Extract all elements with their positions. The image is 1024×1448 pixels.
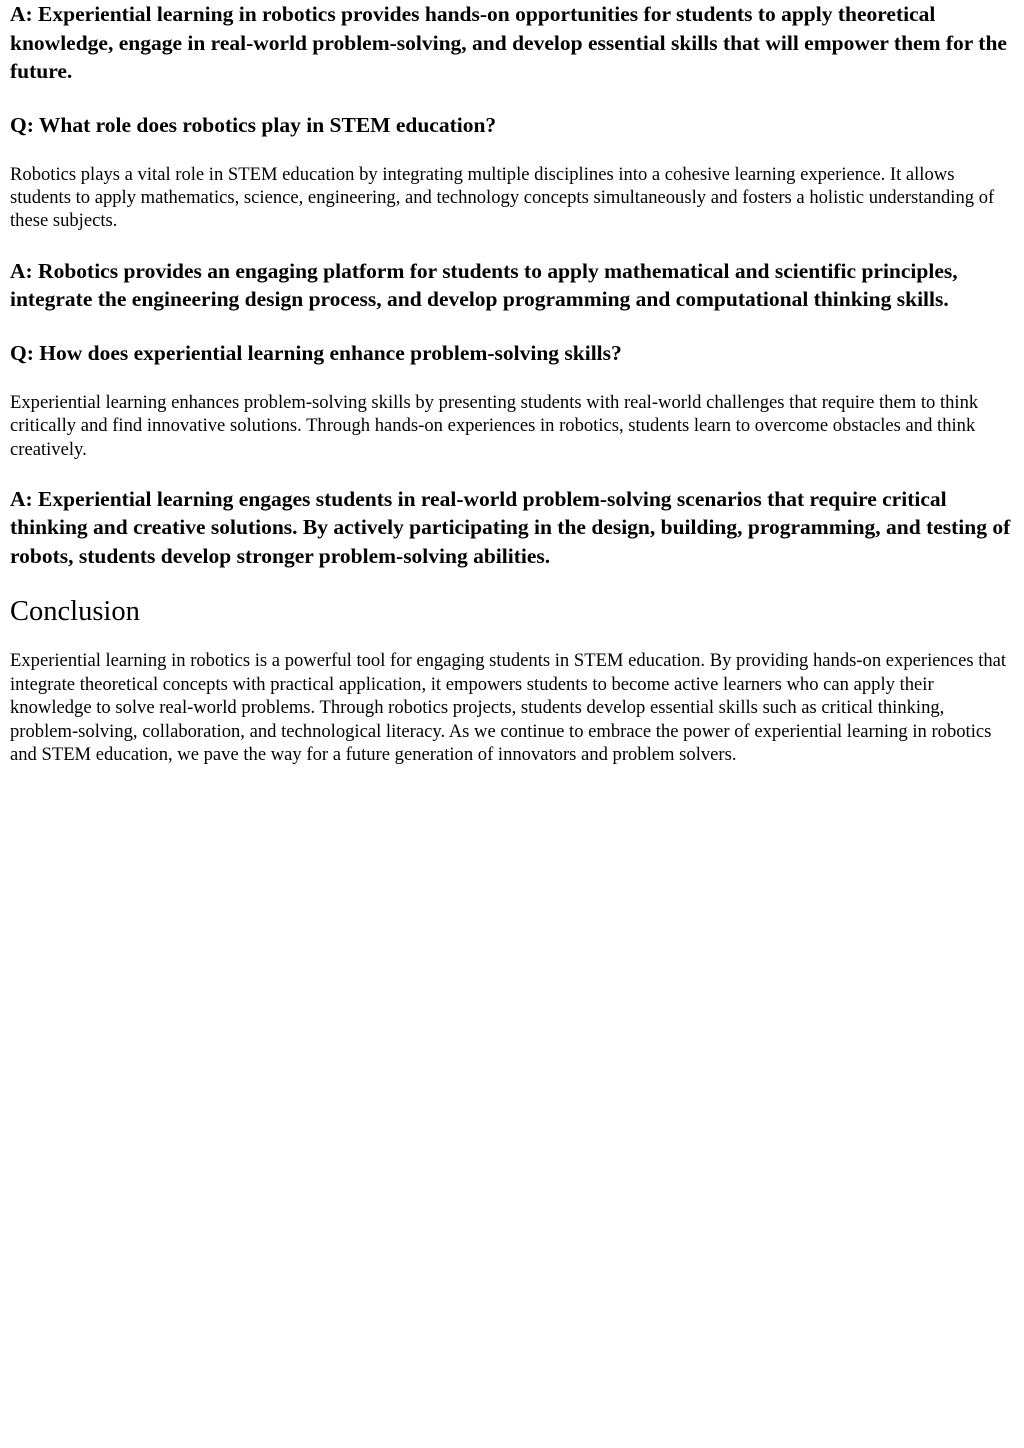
question-3: Q: How does experiential learning enhance problem-solving skills? (10, 340, 622, 365)
answer-3: A: Experiential learning engages students in real-world problem-solving scenarios that require critical thinking and creative solutions. By actively participating in the design, building, programming, and testing of robots, students develop stronger problem-solving abilities. (10, 486, 1011, 568)
answer-1: A: Experiential learning in robotics provides hands-on opportunities for students to apply theoretical knowledge, engage in real-world problem-solving, and develop essential skills that will empower them for the future. (10, 2, 1007, 83)
paragraph-2: Robotics plays a vital role in STEM education by integrating multiple disciplines into a cohesive learning experience. It allows students to apply mathematics, science, engineering, and technology concepts simultaneously and fosters a holistic understanding of these subjects. (10, 163, 995, 232)
conclusion-paragraph: Experiential learning in robotics is a powerful tool for engaging students in STEM education. By providing hands-on experiences that integrate theoretical concepts with practical application, it empowers students to become active learners who can apply their knowledge to solve real-world problems. Through robotics projects, students develop essential skills such as critical thinking, problem-solving, collaboration, and technological literacy. As we continue to embrace the power of experiential learning in robotics and STEM education, we pave the way for a future generation of innovators and problem solvers. (10, 650, 1007, 766)
conclusion-heading: Conclusion (10, 596, 140, 628)
answer-2: A: Robotics provides an engaging platform for students to apply mathematical and scientific principles, integrate the engineering design process, and develop programming and computational thinking skills. (10, 258, 958, 312)
paragraph-3: Experiential learning enhances problem-solving skills by presenting students with real-world challenges that require them to think critically and find innovative solutions. Through hands-on experiences in robotics, students learn to overcome obstacles and think creatively. (10, 391, 979, 460)
question-2: Q: What role does robotics play in STEM education? (10, 112, 497, 137)
